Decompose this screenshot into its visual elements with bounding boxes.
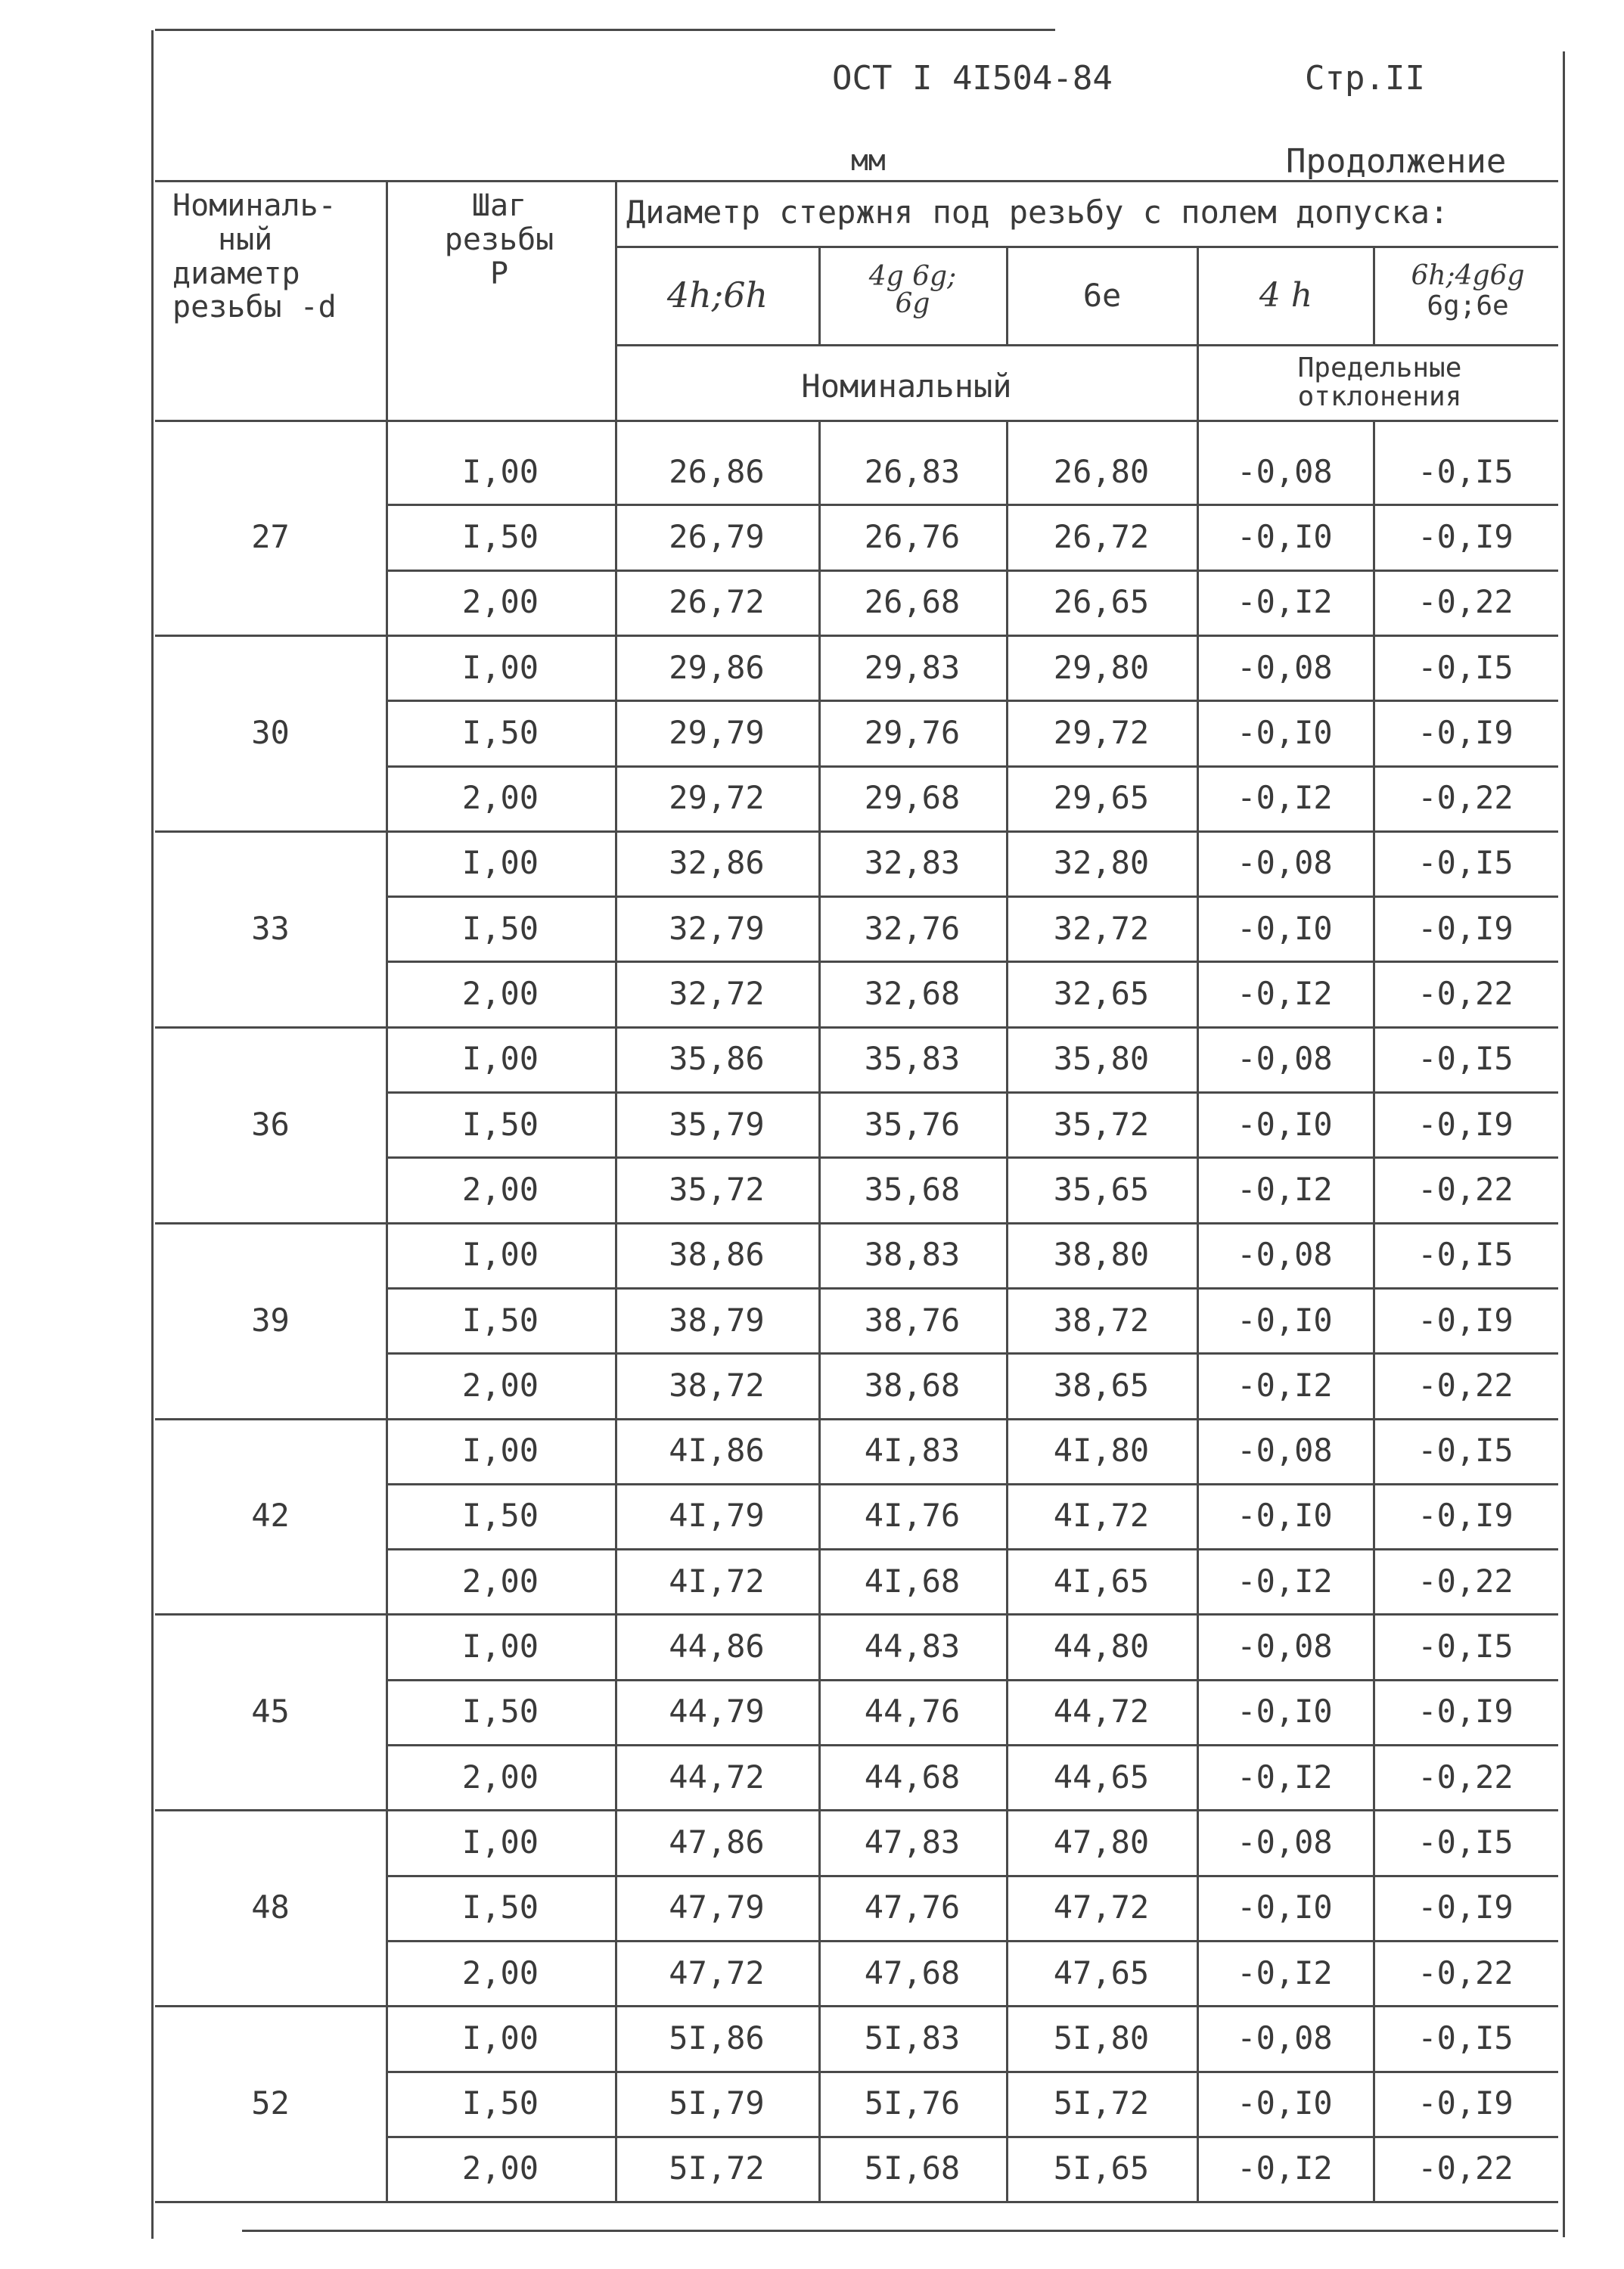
continuation-label: Продолжение (1286, 142, 1507, 181)
rule-line (1006, 246, 1008, 344)
table-cell: -0,I9 (1418, 1889, 1514, 1926)
table-cell: 32,72 (669, 975, 765, 1013)
table-cell: 2,00 (461, 1366, 539, 1404)
table-cell: -0,22 (1418, 975, 1514, 1013)
table-cell: 26,72 (669, 583, 765, 621)
header-line: P (489, 256, 509, 291)
table-cell: 2,00 (461, 1170, 539, 1208)
table-cell: I,00 (461, 844, 539, 882)
table-cell: -0,22 (1418, 1562, 1514, 1600)
table-cell: -0,08 (1237, 844, 1333, 882)
table-cell: 38,80 (1053, 1236, 1150, 1274)
table-cell: I,50 (461, 517, 539, 555)
table-cell: -0,I2 (1237, 583, 1333, 621)
header-line: ный (218, 222, 273, 257)
table-cell: 38,72 (669, 1366, 765, 1404)
col-header-tol-4h6h: 4h;6h (666, 275, 769, 315)
table-cell: 32,72 (1053, 909, 1150, 947)
col-header-tol-6e: 6e (1082, 276, 1122, 314)
rule-line (617, 246, 1558, 248)
table-cell: 26,72 (1053, 517, 1150, 555)
units-label: мм (851, 144, 886, 177)
table-cell: 35,76 (864, 1105, 961, 1143)
table-cell: I,00 (461, 452, 539, 490)
table-cell: -0,I9 (1418, 909, 1514, 947)
header-line: диаметр (172, 256, 300, 291)
table-cell: 38,68 (864, 1366, 961, 1404)
table-cell: 35,72 (1053, 1105, 1150, 1143)
document-code: ОСТ I 4I504-84 (832, 59, 1113, 98)
table-cell: 4I,72 (1053, 1497, 1150, 1535)
table-cell: 44,65 (1053, 1758, 1150, 1796)
table-cell: -0,I0 (1237, 909, 1333, 947)
table-cell: 4I,86 (669, 1432, 765, 1470)
table-cell: -0,22 (1418, 1366, 1514, 1404)
header-line: резьбы -d (172, 290, 337, 325)
table-cell: 5I,83 (864, 2019, 961, 2056)
table-cell: 26,76 (864, 517, 961, 555)
table-cell: -0,I0 (1237, 1889, 1333, 1926)
header-line: Предельные (1297, 352, 1462, 383)
table-cell: 38,79 (669, 1301, 765, 1339)
table-cell: -0,I9 (1418, 1301, 1514, 1339)
table-cell: -0,I2 (1237, 1366, 1333, 1404)
column-divider (1006, 420, 1008, 2201)
table-cell: 2,00 (461, 583, 539, 621)
table-cell: I,50 (461, 1889, 539, 1926)
table-cell: -0,I9 (1418, 1497, 1514, 1535)
col-header-tol-4h: 4 h (1259, 275, 1313, 315)
table-cell: 2,00 (461, 1562, 539, 1600)
table-cell: 29,80 (1053, 648, 1150, 686)
nominal-diameter-cell: 30 (251, 713, 290, 751)
table-cell: I,50 (461, 2084, 539, 2122)
nominal-diameter-cell: 36 (251, 1105, 290, 1143)
rule-line (615, 180, 617, 420)
table-cell: -0,I2 (1237, 779, 1333, 817)
table-cell: -0,I0 (1237, 517, 1333, 555)
table-cell: -0,22 (1418, 779, 1514, 817)
col-header-tol-4g6g (820, 263, 1005, 318)
table-cell: 5I,80 (1053, 2019, 1150, 2056)
table-cell: 4I,65 (1053, 1562, 1150, 1600)
table-cell: -0,I2 (1237, 1954, 1333, 1991)
table-cell: 32,68 (864, 975, 961, 1013)
group-divider (155, 2201, 1558, 2203)
frame-left-line (151, 30, 154, 2239)
nominal-diameter-cell: 39 (251, 1301, 290, 1339)
table-cell: 4I,72 (669, 1562, 765, 1600)
table-cell: -0,I2 (1237, 1170, 1333, 1208)
table-cell: -0,I5 (1418, 648, 1514, 686)
table-cell: 44,86 (669, 1628, 765, 1665)
table-cell: -0,08 (1237, 1628, 1333, 1665)
table-cell: -0,I5 (1418, 452, 1514, 490)
table-cell: -0,I0 (1237, 1105, 1333, 1143)
table-cell: 4I,83 (864, 1432, 961, 1470)
column-divider (1373, 420, 1375, 2201)
nominal-diameter-cell: 33 (251, 909, 290, 947)
table-cell: -0,I0 (1237, 1693, 1333, 1730)
header-line: резьбы (444, 222, 554, 257)
table-cell: 35,83 (864, 1040, 961, 1078)
table-cell: 47,80 (1053, 1823, 1150, 1861)
table-cell: 26,65 (1053, 583, 1150, 621)
table-cell: 32,76 (864, 909, 961, 947)
rule-line (1373, 246, 1375, 344)
table-cell: 2,00 (461, 2149, 539, 2187)
table-cell: -0,22 (1418, 1758, 1514, 1796)
table-cell: -0,I2 (1237, 975, 1333, 1013)
table-cell: 44,76 (864, 1693, 961, 1730)
table-cell: -0,I9 (1418, 1105, 1514, 1143)
table-cell: -0,I2 (1237, 1562, 1333, 1600)
table-cell: 26,79 (669, 517, 765, 555)
rule-line (386, 180, 388, 420)
table-cell: I,50 (461, 909, 539, 947)
col-header-pitch (386, 189, 613, 290)
table-cell: I,50 (461, 1497, 539, 1535)
table-cell: 29,83 (864, 648, 961, 686)
table-cell: I,00 (461, 648, 539, 686)
table-cell: -0,I9 (1418, 517, 1514, 555)
nominal-diameter-cell: 48 (251, 1889, 290, 1926)
table-cell: -0,I5 (1418, 1040, 1514, 1078)
table-cell: I,50 (461, 713, 539, 751)
col-header-nominal: Номинальный (801, 367, 1012, 405)
table-cell: 29,79 (669, 713, 765, 751)
header-line: 4g 6g; (868, 261, 957, 292)
table-cell: -0,I0 (1237, 2084, 1333, 2122)
table-cell: 44,72 (669, 1758, 765, 1796)
frame-top-line (155, 29, 1055, 31)
table-cell: 4I,68 (864, 1562, 961, 1600)
table-cell: 5I,72 (1053, 2084, 1150, 2122)
col-header-tol-6h4g6g (1375, 261, 1560, 321)
table-cell: 29,68 (864, 779, 961, 817)
header-line: 6h;4g6g (1411, 260, 1525, 291)
column-divider (386, 420, 388, 2201)
header-line: Номиналь- (172, 188, 337, 223)
table-cell: -0,22 (1418, 583, 1514, 621)
table-cell: I,50 (461, 1301, 539, 1339)
table-cell: 35,79 (669, 1105, 765, 1143)
table-cell: 47,86 (669, 1823, 765, 1861)
header-line: Шаг (471, 188, 527, 223)
col-header-deviations (1199, 354, 1560, 411)
table-cell: -0,I0 (1237, 713, 1333, 751)
table-cell: -0,08 (1237, 1823, 1333, 1861)
rule-line (818, 246, 821, 344)
rule-line (1197, 246, 1199, 420)
header-line: 6g;6e (1427, 290, 1509, 321)
table-cell: 5I,86 (669, 2019, 765, 2056)
table-cell: I,00 (461, 1432, 539, 1470)
table-cell: -0,08 (1237, 2019, 1333, 2056)
table-cell: I,50 (461, 1105, 539, 1143)
table-cell: -0,08 (1237, 1236, 1333, 1274)
table-cell: 44,72 (1053, 1693, 1150, 1730)
table-cell: 32,79 (669, 909, 765, 947)
table-cell: 35,72 (669, 1170, 765, 1208)
rule-line (155, 420, 1558, 422)
table-cell: -0,08 (1237, 648, 1333, 686)
table-cell: -0,I5 (1418, 2019, 1514, 2056)
table-cell: 2,00 (461, 1758, 539, 1796)
nominal-diameter-cell: 42 (251, 1497, 290, 1535)
table-cell: 32,83 (864, 844, 961, 882)
table-cell: 44,83 (864, 1628, 961, 1665)
table-cell: 5I,72 (669, 2149, 765, 2187)
table-cell: 4I,79 (669, 1497, 765, 1535)
table-cell: 2,00 (461, 975, 539, 1013)
table-cell: -0,I2 (1237, 1758, 1333, 1796)
table-cell: 2,00 (461, 1954, 539, 1991)
table-cell: 4I,80 (1053, 1432, 1150, 1470)
table-cell: -0,I5 (1418, 1823, 1514, 1861)
table-cell: 26,86 (669, 452, 765, 490)
nominal-diameter-cell: 52 (251, 2084, 290, 2122)
header-line: отклонения (1297, 380, 1462, 412)
table-cell: 29,65 (1053, 779, 1150, 817)
table-cell: 35,68 (864, 1170, 961, 1208)
table-cell: 32,80 (1053, 844, 1150, 882)
nominal-diameter-cell: 45 (251, 1693, 290, 1730)
table-cell: -0,08 (1237, 452, 1333, 490)
table-cell: I,00 (461, 1040, 539, 1078)
table-cell: -0,08 (1237, 1040, 1333, 1078)
table-cell: 47,83 (864, 1823, 961, 1861)
table-cell: 38,72 (1053, 1301, 1150, 1339)
table-cell: 47,72 (1053, 1889, 1150, 1926)
column-divider (615, 420, 617, 2201)
table-cell: 26,80 (1053, 452, 1150, 490)
table-cell: 44,80 (1053, 1628, 1150, 1665)
table-cell: 47,72 (669, 1954, 765, 1991)
table-cell: 32,86 (669, 844, 765, 882)
rule-line (617, 344, 1558, 346)
table-cell: -0,I5 (1418, 1236, 1514, 1274)
table-cell: -0,I0 (1237, 1497, 1333, 1535)
table-cell: 35,65 (1053, 1170, 1150, 1208)
table-cell: 47,76 (864, 1889, 961, 1926)
table-cell: -0,22 (1418, 2149, 1514, 2187)
column-divider (1197, 420, 1199, 2201)
table-cell: -0,I0 (1237, 1301, 1333, 1339)
table-cell: 29,86 (669, 648, 765, 686)
table-cell: 5I,76 (864, 2084, 961, 2122)
table-cell: 26,68 (864, 583, 961, 621)
column-divider (818, 420, 821, 2201)
table-cell: 44,68 (864, 1758, 961, 1796)
table-cell: 44,79 (669, 1693, 765, 1730)
table-cell: I,50 (461, 1693, 539, 1730)
frame-bottom-line (242, 2230, 1558, 2232)
table-cell: 38,86 (669, 1236, 765, 1274)
table-cell: -0,I9 (1418, 713, 1514, 751)
table-cell: -0,I9 (1418, 2084, 1514, 2122)
table-cell: 32,65 (1053, 975, 1150, 1013)
table-cell: 38,76 (864, 1301, 961, 1339)
table-cell: I,00 (461, 2019, 539, 2056)
table-cell: 38,83 (864, 1236, 961, 1274)
table-cell: 4I,76 (864, 1497, 961, 1535)
table-cell: 47,79 (669, 1889, 765, 1926)
table-cell: -0,I9 (1418, 1693, 1514, 1730)
table-cell: 5I,65 (1053, 2149, 1150, 2187)
page-number: Стр.II (1305, 59, 1425, 98)
rule-line (155, 180, 1558, 182)
table-cell: 29,72 (669, 779, 765, 817)
table-cell: -0,22 (1418, 1954, 1514, 1991)
header-line: 6g (895, 288, 930, 319)
table-cell: 35,80 (1053, 1040, 1150, 1078)
table-cell: -0,08 (1237, 1432, 1333, 1470)
table-cell: 29,76 (864, 713, 961, 751)
table-cell: 5I,68 (864, 2149, 961, 2187)
table-cell: I,00 (461, 1628, 539, 1665)
table-cell: 47,65 (1053, 1954, 1150, 1991)
table-cell: -0,I5 (1418, 844, 1514, 882)
table-cell: -0,I2 (1237, 2149, 1333, 2187)
table-cell: 29,72 (1053, 713, 1150, 751)
col-header-nominal-diameter (172, 189, 337, 324)
frame-right-line (1563, 51, 1565, 2237)
table-cell: 35,86 (669, 1040, 765, 1078)
table-cell: -0,I5 (1418, 1432, 1514, 1470)
col-header-group: Диаметр стержня под резьбу с полем допуска: (626, 194, 1449, 231)
table-cell: I,00 (461, 1236, 539, 1274)
table-cell: -0,I5 (1418, 1628, 1514, 1665)
table-cell: 2,00 (461, 779, 539, 817)
table-cell: 26,83 (864, 452, 961, 490)
table-cell: -0,22 (1418, 1170, 1514, 1208)
nominal-diameter-cell: 27 (251, 517, 290, 555)
table-cell: 47,68 (864, 1954, 961, 1991)
table-cell: 5I,79 (669, 2084, 765, 2122)
table-cell: I,00 (461, 1823, 539, 1861)
table-cell: 38,65 (1053, 1366, 1150, 1404)
